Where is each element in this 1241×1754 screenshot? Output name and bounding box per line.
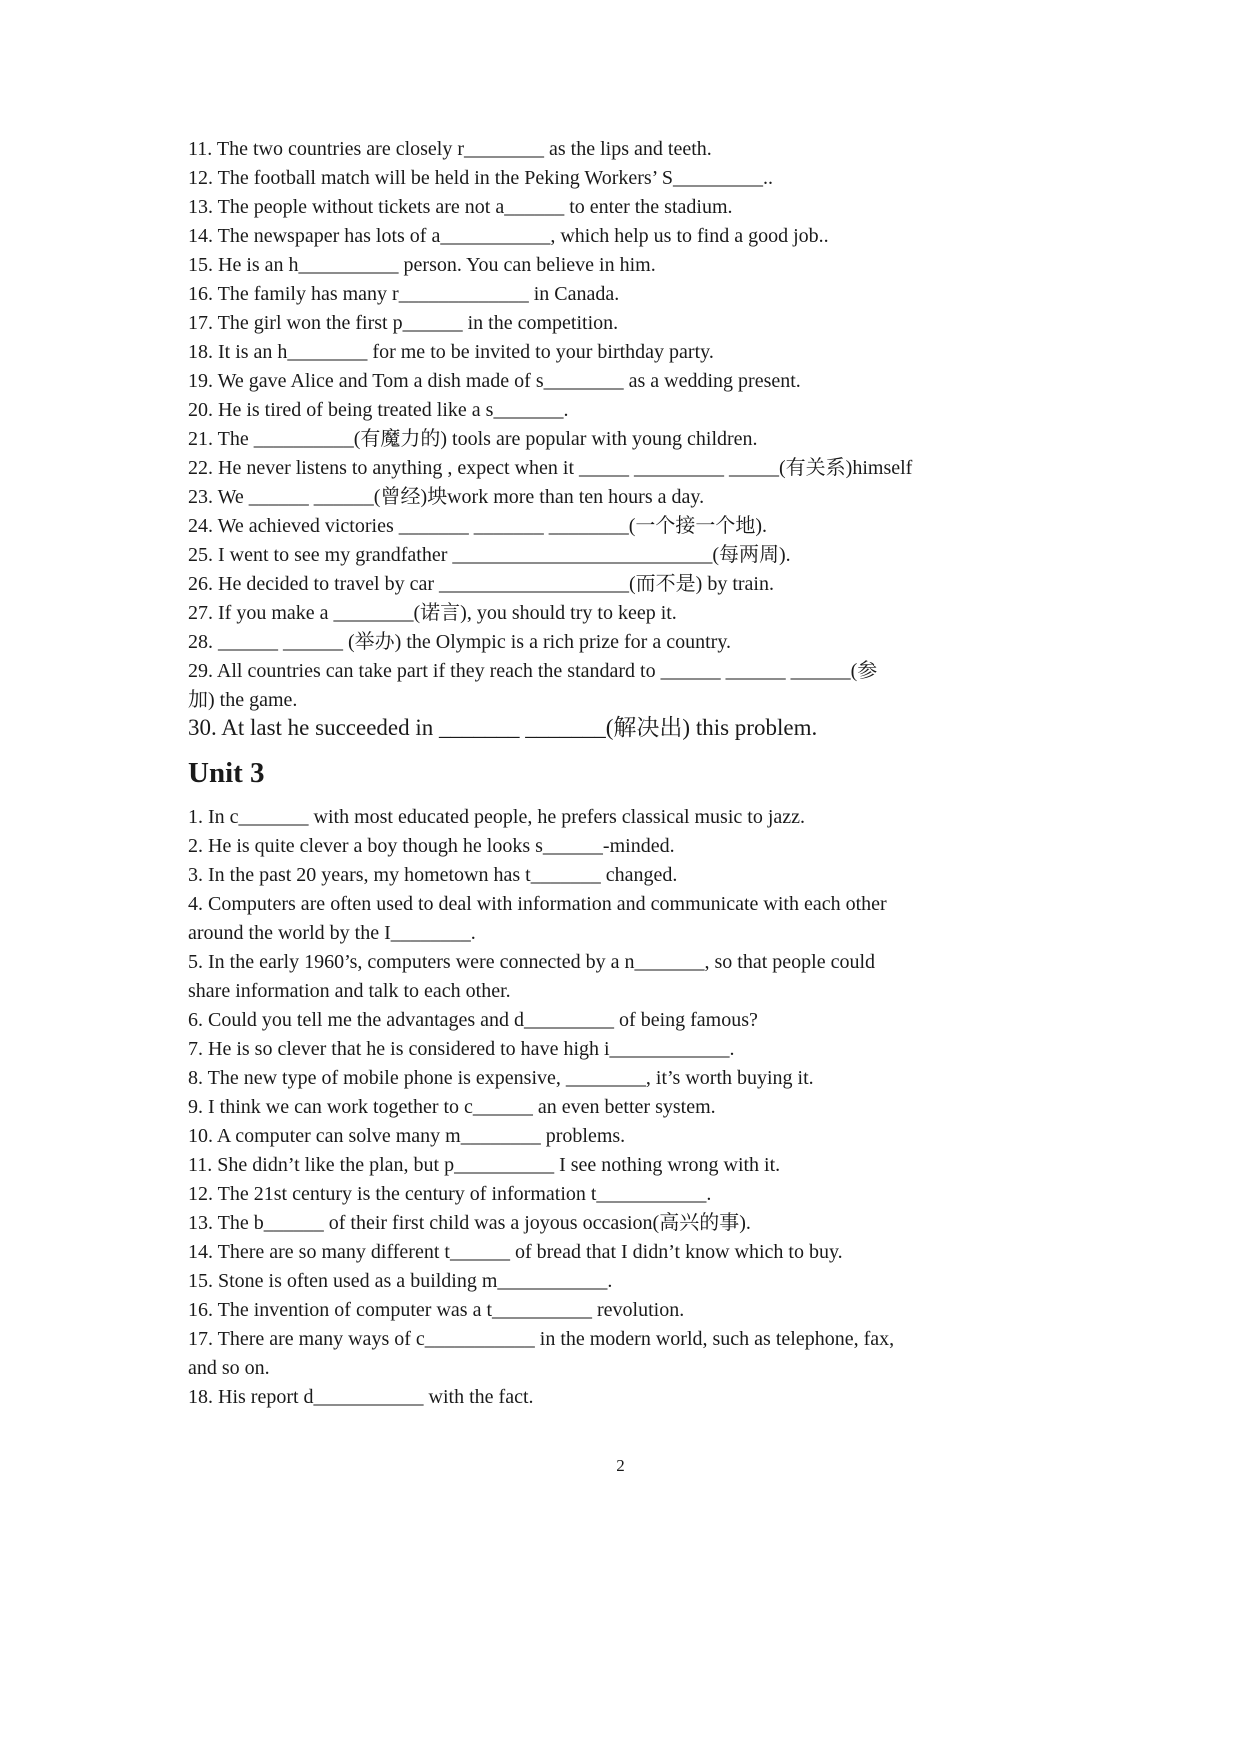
exercise-line: 25. I went to see my grandfather __________________________(每两周). [188, 544, 791, 566]
exercise-line: 22. He never listens to anything , expect when it _____ _________ _____(有关系)himself [188, 457, 913, 479]
exercise-line: 5. In the early 1960’s, computers were connected by a n_______, so that people could [188, 951, 876, 973]
page-number: 2 [616, 1456, 625, 1475]
exercise-line: 2. He is quite clever a boy though he looks s______-minded. [188, 835, 675, 857]
exercise-line: 7. He is so clever that he is considered to have high i____________. [188, 1038, 735, 1060]
exercise-line: 12. The 21st century is the century of information t___________. [188, 1183, 712, 1205]
exercise-line: share information and talk to each other. [188, 980, 511, 1002]
exercise-line: 20. He is tired of being treated like a s_______. [188, 399, 569, 421]
exercise-line: 加) the game. [188, 689, 298, 711]
exercise-line: 9. I think we can work together to c______ an even better system. [188, 1096, 716, 1118]
exercise-line: 11. She didn’t like the plan, but p__________ I see nothing wrong with it. [188, 1154, 781, 1176]
exercise-line: 13. The people without tickets are not a______ to enter the stadium. [188, 196, 733, 218]
exercise-line: 17. There are many ways of c___________ in the modern world, such as telephone, fax, [188, 1328, 895, 1350]
exercise-line: 12. The football match will be held in the Peking Workers’ S_________.. [188, 167, 773, 189]
exercise-line: 16. The family has many r_____________ in Canada. [188, 283, 620, 305]
exercise-line: 11. The two countries are closely r________ as the lips and teeth. [188, 138, 712, 160]
exercise-line: 29. All countries can take part if they reach the standard to ______ ______ ______(参 [188, 660, 878, 682]
unit-heading: Unit 3 [188, 757, 265, 789]
exercise-line: 18. It is an h________ for me to be invited to your birthday party. [188, 341, 714, 363]
exercise-line: 23. We ______ ______(曾经)坱work more than ten hours a day. [188, 486, 705, 508]
exercise-line: 16. The invention of computer was a t__________ revolution. [188, 1299, 685, 1321]
exercise-line: 21. The __________(有魔力的) tools are popular with young children. [188, 428, 758, 450]
exercise-line: 14. There are so many different t______ of bread that I didn’t know which to buy. [188, 1241, 843, 1263]
exercise-line: 30. At last he succeeded in _______ _______(解决出) this problem. [188, 715, 818, 740]
exercise-line: 27. If you make a ________(诺言), you should try to keep it. [188, 602, 677, 624]
exercise-line: 24. We achieved victories _______ _______ ________(一个接一个地). [188, 515, 768, 537]
exercise-line: 15. Stone is often used as a building m___________. [188, 1270, 613, 1292]
exercise-line: 17. The girl won the first p______ in the competition. [188, 312, 619, 334]
exercise-line: 19. We gave Alice and Tom a dish made of s________ as a wedding present. [188, 370, 801, 392]
exercise-line: 4. Computers are often used to deal with information and communicate with each other [188, 893, 887, 915]
exercise-line: 10. A computer can solve many m________ problems. [188, 1125, 626, 1147]
exercise-line: 6. Could you tell me the advantages and d_________ of being famous? [188, 1009, 758, 1031]
exercise-line: around the world by the I________. [188, 922, 476, 944]
exercise-line: 14. The newspaper has lots of a___________, which help us to find a good job.. [188, 225, 829, 247]
exercise-line: 18. His report d___________ with the fact. [188, 1386, 534, 1408]
exercise-line: and so on. [188, 1357, 270, 1379]
exercise-line: 28. ______ ______ (举办) the Olympic is a rich prize for a country. [188, 631, 732, 653]
exercise-line: 26. He decided to travel by car ___________________(而不是) by train. [188, 573, 774, 595]
exercise-line: 8. The new type of mobile phone is expensive, ________, it’s worth buying it. [188, 1067, 814, 1089]
exercise-line: 13. The b______ of their first child was a joyous occasion(高兴的事). [188, 1212, 751, 1234]
exercise-line: 15. He is an h__________ person. You can believe in him. [188, 254, 656, 276]
exercise-line: 1. In c_______ with most educated people, he prefers classical music to jazz. [188, 806, 806, 828]
exercise-line: 3. In the past 20 years, my hometown has t_______ changed. [188, 864, 678, 886]
